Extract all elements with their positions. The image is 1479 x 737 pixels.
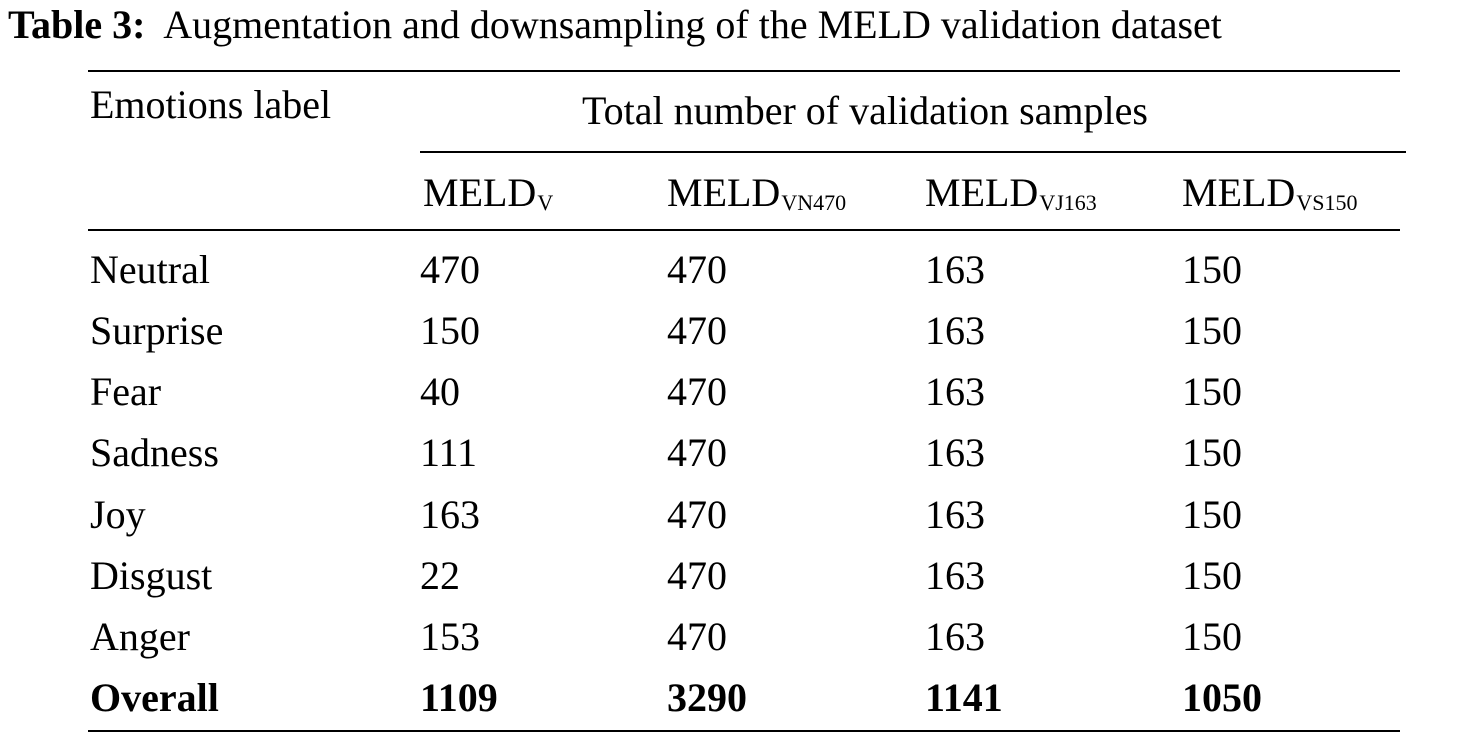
- caption-text: Augmentation and downsampling of the MELD validation dataset: [163, 2, 1222, 47]
- row-label: Surprise: [90, 308, 224, 353]
- row-label: Joy: [90, 492, 146, 537]
- top-rule: [88, 70, 1400, 72]
- table-cell: 163: [925, 614, 985, 659]
- table-cell: 150: [420, 308, 480, 353]
- table-cell: 470: [667, 553, 727, 598]
- table-cell: 150: [1182, 247, 1242, 292]
- table-cell: 470: [667, 369, 727, 414]
- table-cell: 111: [420, 430, 478, 475]
- table-cell: 163: [925, 308, 985, 353]
- table-cell: 40: [420, 369, 460, 414]
- column-header-subscript: VJ163: [1039, 190, 1097, 215]
- table-cell: 470: [667, 430, 727, 475]
- table-cell: 163: [420, 492, 480, 537]
- table-cell: 150: [1182, 553, 1242, 598]
- row-label: Neutral: [90, 247, 210, 292]
- table-cell: 470: [420, 247, 480, 292]
- total-cell: 1141: [925, 675, 1003, 720]
- column-header-base: MELD: [667, 170, 781, 215]
- column-header-meld-vn470: [667, 168, 846, 218]
- table-cell: 163: [925, 553, 985, 598]
- column-header-subscript: VN470: [781, 190, 847, 215]
- table-caption: [8, 0, 1478, 50]
- column-header-subscript: V: [537, 190, 554, 215]
- table-cell: 163: [925, 492, 985, 537]
- table-cell: 163: [925, 247, 985, 292]
- header-bottom-rule: [88, 229, 1400, 231]
- column-header-base: MELD: [423, 170, 537, 215]
- table-cell: 150: [1182, 308, 1242, 353]
- table-cell: 163: [925, 369, 985, 414]
- bottom-rule: [88, 730, 1400, 732]
- total-cell: 1109: [420, 675, 498, 720]
- table-cell: 153: [420, 614, 480, 659]
- group-underline-rule: [420, 151, 1406, 153]
- row-label: Fear: [90, 369, 162, 414]
- total-cell: 1050: [1182, 675, 1262, 720]
- column-header-meld-v: [423, 168, 553, 218]
- column-header-base: MELD: [925, 170, 1039, 215]
- table-cell: 150: [1182, 614, 1242, 659]
- caption-label: Table 3:: [8, 2, 146, 47]
- table-cell: 150: [1182, 430, 1242, 475]
- total-cell: 3290: [667, 675, 747, 720]
- row-label: Anger: [90, 614, 190, 659]
- table-cell: 470: [667, 614, 727, 659]
- column-header-meld-vs150: [1182, 168, 1357, 218]
- table-cell: 470: [667, 247, 727, 292]
- row-label: Sadness: [90, 430, 219, 475]
- group-header: Total number of validation samples: [582, 88, 1148, 133]
- column-header-base: MELD: [1182, 170, 1296, 215]
- row-header: Emotions label: [90, 82, 332, 127]
- total-row-label: Overall: [90, 675, 219, 720]
- table-cell: 150: [1182, 369, 1242, 414]
- table-cell: 470: [667, 308, 727, 353]
- table-cell: 150: [1182, 492, 1242, 537]
- column-header-subscript: VS150: [1296, 190, 1358, 215]
- table-cell: 22: [420, 553, 460, 598]
- row-label: Disgust: [90, 553, 213, 598]
- column-header-meld-vj163: [925, 168, 1097, 218]
- table-cell: 470: [667, 492, 727, 537]
- table-cell: 163: [925, 430, 985, 475]
